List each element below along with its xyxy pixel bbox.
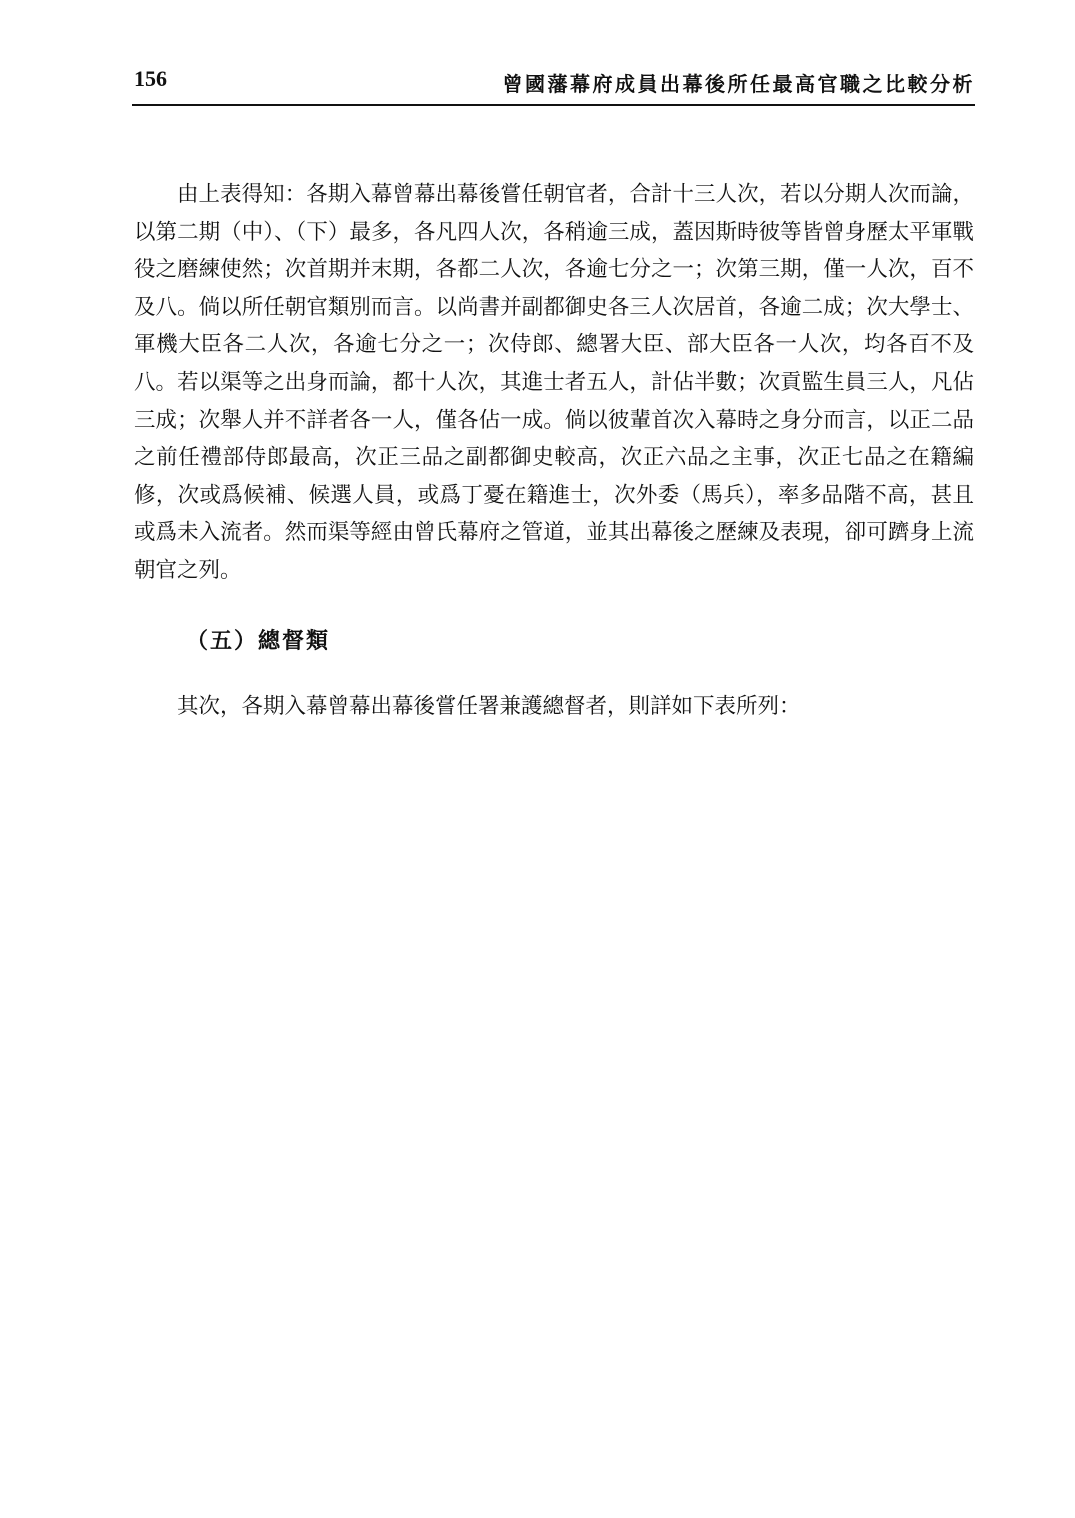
- page-body: [134, 176, 974, 725]
- body-paragraph-2: 其次，各期入幕曾幕出幕後嘗任署兼護總督者，則詳如下表所列：: [177, 693, 801, 719]
- body-paragraph-1: 由上表得知：各期入幕曾幕出幕後嘗任朝官者，合計十三人次，若以分期人次而論，以第二期（中）、（下）最多，各凡四人次，各稍逾三成，蓋因斯時彼等皆曾身歷太平軍戰役之磨練使然；次首期并末期，各都二人次，各逾七分之一；次第三期，僅一人次，百不及八。倘以所任朝官類別而言。以尚書并副都御史各三人次居首，各逾二成；次大學士、軍機大臣各二人次，各逾七分之一；次侍郎、總署大臣、部大臣各一人次，均各百不及八。若以渠等之出身而論，都十人次，其進士者五人，計佔半數；次貢監生員三人，凡佔三成；次舉人并不詳者各一人，僅各佔一成。倘以彼輩首次入幕時之身分而言，以正二品之前任禮部侍郎最高，次正三品之副都御史較高，次正六品之主事，次正七品之在籍編修，次或爲候補、候選人員，或爲丁憂在籍進士，次外委（馬兵），率多品階不高，甚且或爲未入流者。然而渠等經由曾氏幕府之管道，並其出幕後之歷練及表現，卻可躋身上流朝官之列。: [134, 182, 974, 583]
- running-head-title: 曾國藩幕府成員出幕後所任最高官職之比較分析: [502, 72, 975, 96]
- page-number: 156: [134, 66, 167, 91]
- section-heading: （五）總督類: [186, 627, 331, 654]
- header-rule: [132, 104, 975, 106]
